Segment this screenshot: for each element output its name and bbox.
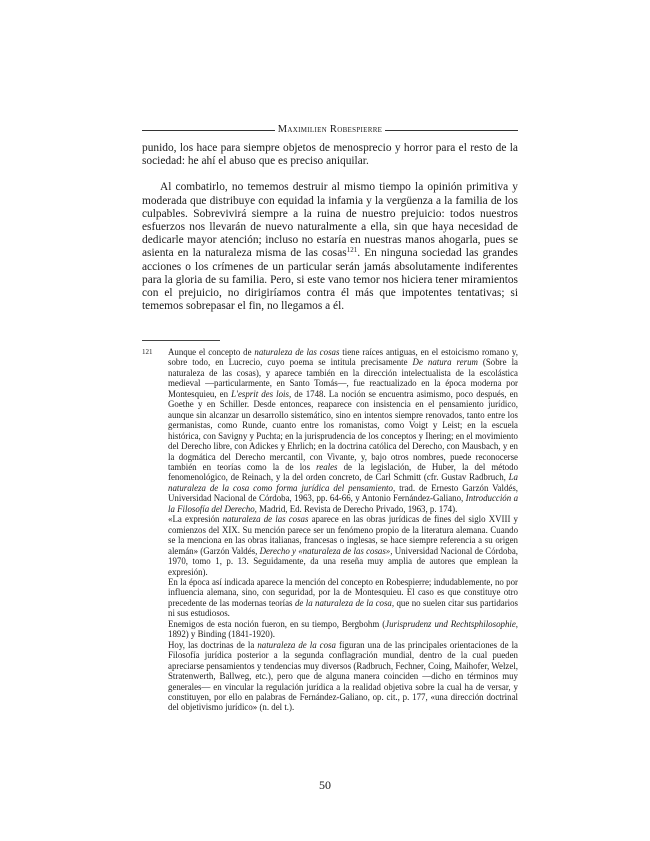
footnote-paragraph-5: Hoy, las doctrinas de la naturaleza de la cosa figuran una de las principales orientaciones de la Filosofía jurídica posterior a la segunda conflagración mundial, dentro de la cual pueden apreciarse pensamientos y tendencias muy diversos (Radbruch, Fechner, Coing, Maihofer, Welzel, Stratenwerth, Ballweg, etc.), pero que de alguna manera coinciden —dicho en términos muy generales— en vincular la regulación jurídica a la realidad objetiva sobre la cual ha de versar, y constituyen, por ello en palabras de Fernández-Galiano, op. cit., p. 177, «una dirección doctrinal del objetivismo jurídico» (n. del t.). [168,639,518,713]
footnote [142,347,518,713]
footnote-separator [142,340,220,341]
running-header [142,123,518,137]
footnote-body [168,347,518,713]
footnote-paragraph-3: En la época así indicada aparece la mención del concepto en Robespierre; indudablemente, no por influencia alemana, sino, con seguridad, por la de Montesquieu. El caso es que constituye otro precedente de las modernas teorías de la naturaleza de la cosa, que no suelen citar sus partidarios ni sus estudiosos. [168,576,519,619]
footnote-number: 121 [142,348,153,356]
header-rule-right [385,130,518,131]
footnote-paragraph-2: «La expresión naturaleza de las cosas aparece en las obras jurídicas de fines del siglo XVIII y comienzos del XIX. Su mención parece ser un fenómeno propio de la literatura alemana. Cuando se la menciona en las obras italianas, francesas o inglesas, se hace siempre referencia a su origen alemán» (Garzón Valdés, Derecho y «naturaleza de las cosas», Universidad Nacional de Córdoba, 1970, tomo 1, p. 13. Seguidamente, da una reseña muy amplia de autores que emplean la expresión). [168,514,518,577]
footnote-paragraph-4: Enemigos de esta noción fueron, en su tiempo, Bergbohm (Jurisprudenz und Rechtsphilosophie, 1892) y Binding (1841-1920). [168,618,519,640]
page-number: 50 [319,778,331,792]
footnote-paragraph-1: Aunque el concepto de naturaleza de las cosas tiene raíces antiguas, en el estoicismo romano y, sobre todo, en Lucrecio, cuyo poema se intitula precisamente De natura rerum (Sobre la naturaleza de las cosas), y aparece también en la dirección intelectualista de la escolástica medieval —particularmente, en Santo Tomás—, fue reactualizado en la época moderna por Montesquieu, en L'esprit des lois, de 1748. La noción se encuentra asimismo, poco después, en Goethe y en Schiller. Desde entonces, reaparece con insistencia en el pensamiento jurídico, aunque sin alcanzar un desarrollo sistemático, sino en intentos siempre renovados, tanto entre los germanistas, como Runde, cuanto entre los romanistas, como Voigt y Leist; en la escuela histórica, con Savigny y Puchta; en la jurisprudencia de los conceptos y Ihering; en el movimiento del Derecho libre, con Adickes y Ehrlich; en la doctrina católica del Derecho, con Mausbach, y en la dogmática del Derecho mercantil, con Vivante, y, bajo otros nombres, puede reconocerse también en teorías como la de los reales de la legislación, de Huber, la del método fenomenológico, de Reinach, y la del orden concreto, de Carl Schmitt (cfr. Gustav Radbruch, La naturaleza de la cosa como forma jurídica del pensamiento, trad. de Ernesto Garzón Valdés, Universidad Nacional de Córdoba, 1963, pp. 64-66, y Antonio Fernández-Galiano, Introducción a la Filosofía del Derecho, Madrid, Ed. Revista de Derecho Privado, 1963, p. 174). [168,347,519,514]
main-text [142,142,518,313]
running-header-title: Maximilien Robespierre [277,124,383,135]
paragraph-2: Al combatirlo, no tememos destruir al mismo tiempo la opinión primitiva y moderada que distribuye con equidad la infamia y la vergüenza a la familia de los culpables. Sobrevivirá siempre a la ruina de nuestro prejuicio: todos nuestros esfuerzos nos llevarán de nuevo naturalmente a ella, sin que haya necesidad de dedicarle mayor atención; incluso no estaría en nuestras manos ahogarla, pues se asienta en la naturaleza misma de las cosas$^{121}$. En ninguna sociedad las grandes acciones o los crímenes de un particular serán jamás absolutamente indiferentes para la gloria de su familia. Pero, si este vano temor nos hiciera tener miramientos con el prejuicio, no dirigiríamos contra él más que impotentes tentativas; si tememos sobrepasar el fin, no llegamos a él. [142,181,518,313]
paragraph-1: punido, los hace para siempre objetos de menosprecio y horror para el resto de la sociedad: he ahí el abuso que es preciso aniquilar. [142,142,518,168]
footnote-reference: 121 [346,246,358,255]
